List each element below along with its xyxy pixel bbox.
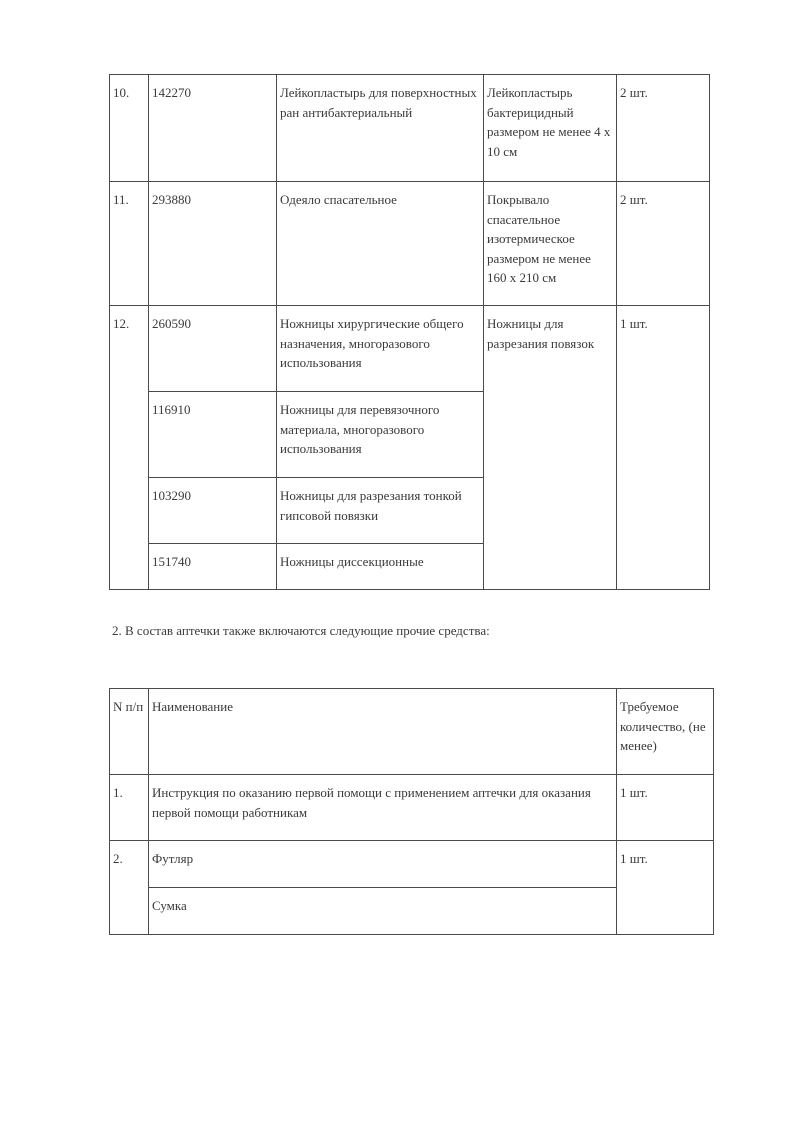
other-items-table [109, 688, 714, 935]
item-name: Лейкопластырь для поверхностных ран антибактериальный [277, 75, 484, 182]
item-name: Ножницы хирургические общего назначения, многоразового использования [277, 306, 484, 392]
item-quantity: 2 шт. [617, 182, 710, 306]
table-row [110, 182, 710, 306]
section-paragraph: 2. В состав аптечки также включаются следующие прочие средства: [112, 623, 490, 638]
item-name: Сумка [149, 888, 617, 935]
table-header-row [110, 689, 714, 775]
item-quantity: 1 шт. [617, 775, 714, 841]
item-code: 260590 [149, 306, 277, 392]
item-code: 293880 [149, 182, 277, 306]
table-row [110, 306, 710, 392]
table-row [110, 775, 714, 841]
header-quantity: Требуемое количество, (не менее) [617, 689, 714, 775]
header-number: N п/п [110, 689, 149, 775]
table-row [110, 841, 714, 888]
item-quantity: 2 шт. [617, 75, 710, 182]
item-code: 103290 [149, 478, 277, 544]
item-description: Покрывало спасательное изотермическое размером не менее 160 х 210 см [484, 182, 617, 306]
item-name: Ножницы для перевязочного материала, многоразового использования [277, 392, 484, 478]
item-quantity: 1 шт. [617, 306, 710, 590]
items-table [109, 74, 710, 590]
header-name: Наименование [149, 689, 617, 775]
table-row [110, 75, 710, 182]
row-number: 10. [110, 75, 149, 182]
item-code: 142270 [149, 75, 277, 182]
item-name: Одеяло спасательное [277, 182, 484, 306]
row-number: 11. [110, 182, 149, 306]
item-quantity: 1 шт. [617, 841, 714, 935]
item-description: Ножницы для разрезания повязок [484, 306, 617, 590]
item-name: Инструкция по оказанию первой помощи с применением аптечки для оказания первой помощи работникам [149, 775, 617, 841]
item-name: Ножницы для разрезания тонкой гипсовой повязки [277, 478, 484, 544]
row-number: 2. [110, 841, 149, 935]
item-code: 116910 [149, 392, 277, 478]
row-number: 1. [110, 775, 149, 841]
item-name: Ножницы диссекционные [277, 544, 484, 590]
item-code: 151740 [149, 544, 277, 590]
item-description: Лейкопластырь бактерицидный размером не менее 4 х 10 см [484, 75, 617, 182]
row-number: 12. [110, 306, 149, 590]
item-name: Футляр [149, 841, 617, 888]
